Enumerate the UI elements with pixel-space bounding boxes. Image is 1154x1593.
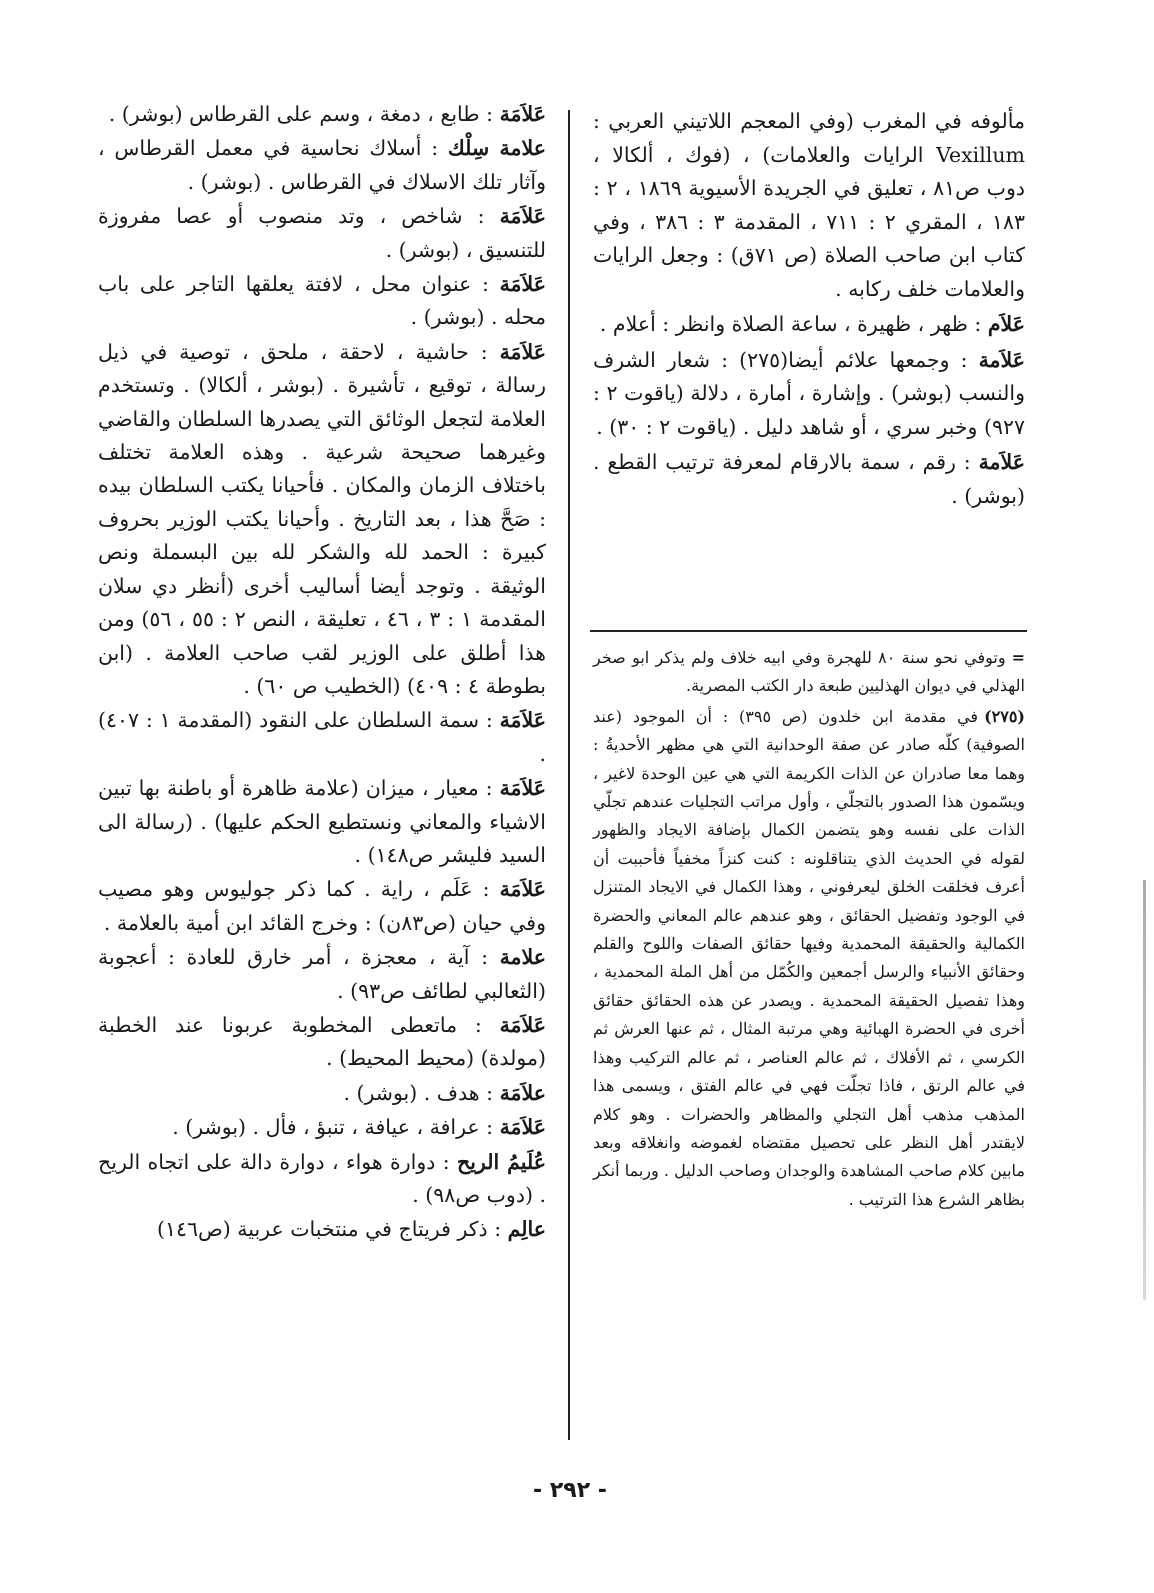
entry-paragraph: عَلاَم : ظهر ، ظهيرة ، ساعة الصلاة وانظر : أعلام . [599,312,1025,336]
page-number: - ٢٩٢ - [533,1478,607,1503]
entry-headword: عالِم [507,1217,546,1242]
entry-paragraph: عُلَيمُ الريح : دوارة هواء ، دوارة دالة على اتجاه الريح . (دوب ص٩٨) . [98,1149,546,1207]
entry-paragraph: مألوفه في المغرب (وفي المعجم اللاتيني العربي : Vexillum الرايات والعلامات) ، (فوك ، ألكالا ، دوب ص٨١ ، تعليق في الجريدة الأسيوية ١٨٦٩ ، ٢ : ١٨٣ ، المقري ٢ : ٧١١ ، المقدمة ٣ : ٣٨٦ ، وفي كتاب ابن صاحب الصلاة (ص ٧١ق) : وجعل الرايات والعلامات خلف ركابه . [593,109,1025,301]
entry-paragraph: عَلاَمَة : ماتعطى المخطوبة عربونا عند الخطبة (مولدة) (محيط المحيط) . [98,1012,546,1071]
entry-paragraph: عَلاَمة : رقم ، سمة بالارقام لمعرفة ترتيب القطع . (بوشر) . [593,450,1025,508]
entry-headword: عَلاَمَة [499,1115,546,1140]
entry-headword: عَلاَمَة [499,708,546,733]
entry-headword: عَلاَمة [978,347,1025,372]
entry-headword: علامة [499,945,546,970]
entry-headword: عَلاَمة [978,450,1025,474]
entry-paragraph: عَلاَمَة : عنوان محل ، لافتة يعلقها التاجر على باب محله . (بوشر) . [98,272,546,330]
column-divider [568,110,570,1440]
entry-paragraph: علامة : آية ، معجزة ، أمر خارق للعادة : أعجوبة (الثعالبي لطائف ص٩٣) . [98,945,546,1003]
footnote-marker: = [1011,648,1026,667]
scan-edge-shadow [1143,880,1146,1300]
entry-headword: عَلاَمَة [499,102,546,126]
entry-headword: عَلاَمَة [499,204,546,229]
entry-paragraph: عَلاَمَة : معيار ، ميزان (علامة ظاهرة أو باطنة بها تبين الاشياء والمعاني ونستطيع الحكم عليها) . (رسالة الى السيد فليشر ص١٤٨) . [98,776,546,867]
entry-headword: عَلاَمَة [499,877,546,902]
footnote-marker: (٢٧٥) [984,706,1025,726]
entry-paragraph: علاَمَة : هدف . (بوشر) . [343,1080,546,1105]
entry-paragraph: عَلاَمَة : طابع ، دمغة ، وسم على القرطاس (بوشر) . [108,102,546,126]
left-column [98,98,546,1248]
entry-headword: عُلَيمُ الريح [456,1149,546,1174]
entry-paragraph: عالِم : ذكر فريتاج في منتخبات عربية (ص١٤٦) [156,1217,546,1242]
entry-paragraph: عَلاَمَة : شاخص ، وتد منصوب أو عصا مفروزة للتنسيق ، (بوشر) . [98,204,546,262]
entry-headword: عَلاَمَة [499,272,546,297]
entry-paragraph: عَلاَمَة : سمة السلطان على النقود (المقدمة ١ : ٤٠٧) . [98,708,546,766]
entry-headword: عَلاَمَة [499,776,546,801]
entry-paragraph: عَلاَمَة : حاشية ، لاحقة ، ملحق ، توصية في ذيل رسالة ، توقيع ، تأشيرة . (بوشر ، ألكالا) . وتستخدم العلامة لتجعل الوثائق التي يصدرها السلطان والقاضي وغيرهما صحيحة شرعية . وهذه العلامة تختلف باختلاف الزمان والمكان . فأحيانا يكتب السلطان بيده : صَحَّ هذا ، بعد التاريخ . وأحيانا يكتب الوزير بحروف كبيرة : الحمد لله والشكر لله بين البسملة ونص الوثيقة . وتوجد أيضا أساليب أخرى (أنظر دي سلان المقدمة ١ : ٣ ، ٤٦ ، تعليقة ، النص ٢ : ٥٥ ، ٥٦) ومن هذا أطلق على الوزير لقب صاحب العلامة . (ابن بطوطة ٤ : ٤٠٩) (الخطيب ص ٦٠) . [98,339,546,698]
right-column [593,105,1025,515]
entry-headword: عَلاَم [987,312,1025,336]
entry-paragraph: عَلاَمَة : عرافة ، عيافة ، تنبؤ ، فأل . (بوشر) . [172,1115,546,1140]
footnote: (٢٧٥)في مقدمة ابن خلدون (ص ٣٩٥) : أن الموجود (عند الصوفية) كلّه صادر عن صفة الوحدانية التي هي مظهر الأحديةُ : وهما معا صادران عن الذات الكريمة التي هي عين الوحدة لاغير ، ويسّمون هذا الصدور بالتجلّي ، وأول مراتب التجليات عندهم تجلّي الذات على نفسه وهو يتضمن الكمال بإضافة الايجاد والظهور لقوله في الحديث الذي يتناقلونه : كنت كنزاً مخفياً فأحببت أن أعرف فخلقت الخلق ليعرفوني ، وهذا الكمال في الايجاد المتنزل في الوجود وتفضيل الحقائق ، وهو عندهم عالم المعاني والحضرة الكمالية والحقيقة المحمدية وفيها حقائق الصفات واللوح والقلم وحقائق الأنبياء والرسل أجمعين والكُمّل من أهل الملة المحمدية ، وهذا تفصيل الحقيقة المحمدية . ويصدر عن هذه الحقائق حقائق أخرى في الحضرة الهبائية وهي مرتبة المثال ، ثم عنها العرش ثم الكرسي ، ثم الأفلاك ، ثم عالم العناصر ، ثم عالم التركيب وهذا في عالم الرتق ، فاذا تجلّت فهي في عالم الفتق ، ويسمى هذا المذهب مذهب أهل التجلي والمظاهر والحضرات . وهو كلام لايقتدر أهل النظر على تحصيل مقتضاه لغموضه وانغلاقه وبعد مابين كلام صاحب المشاهدة والوجدان وصاحب الدليل . وربما أنكر بظاهر الشرع هذا الترتيب . [593,706,1025,1209]
entry-paragraph: عَلاَمة : وجمعها علائم أيضا(٢٧٥) : شعار الشرف والنسب (بوشر) . وإشارة ، أمارة ، دلالة (ياقوت ٢ : ٩٢٧) وخبر سري ، أو شاهد دليل . (ياقوت ٢ : ٣٠) . [593,347,1025,439]
entry-headword: علاَمَة [499,1080,546,1105]
footnote: =وتوفي نحو سنة ٨٠ للهجرة وفي ابيه خلاف ولم يذكر ابو صخر الهذلي في ديوان الهذليين طبعة دار الكتب المصرية. [593,648,1026,696]
entry-headword: عَلاَمَة [499,339,546,364]
entry-headword: عَلاَمَة [499,1012,546,1037]
footnotes [593,644,1025,1216]
entry-paragraph: عَلاَمَة : عَلَم ، راية . كما ذكر جوليوس وهو مصيب وفي حيان (ص٨٣ن) : وخرج القائد ابن أمية بالعلامة . [98,877,546,935]
footnote-divider [590,630,1027,632]
entry-paragraph: علامة سِلْك : أسلاك نحاسية في معمل القرطاس ، وآثار تلك الاسلاك في القرطاس . (بوشر) . [98,136,546,194]
entry-headword: علامة سِلْك [447,136,546,161]
